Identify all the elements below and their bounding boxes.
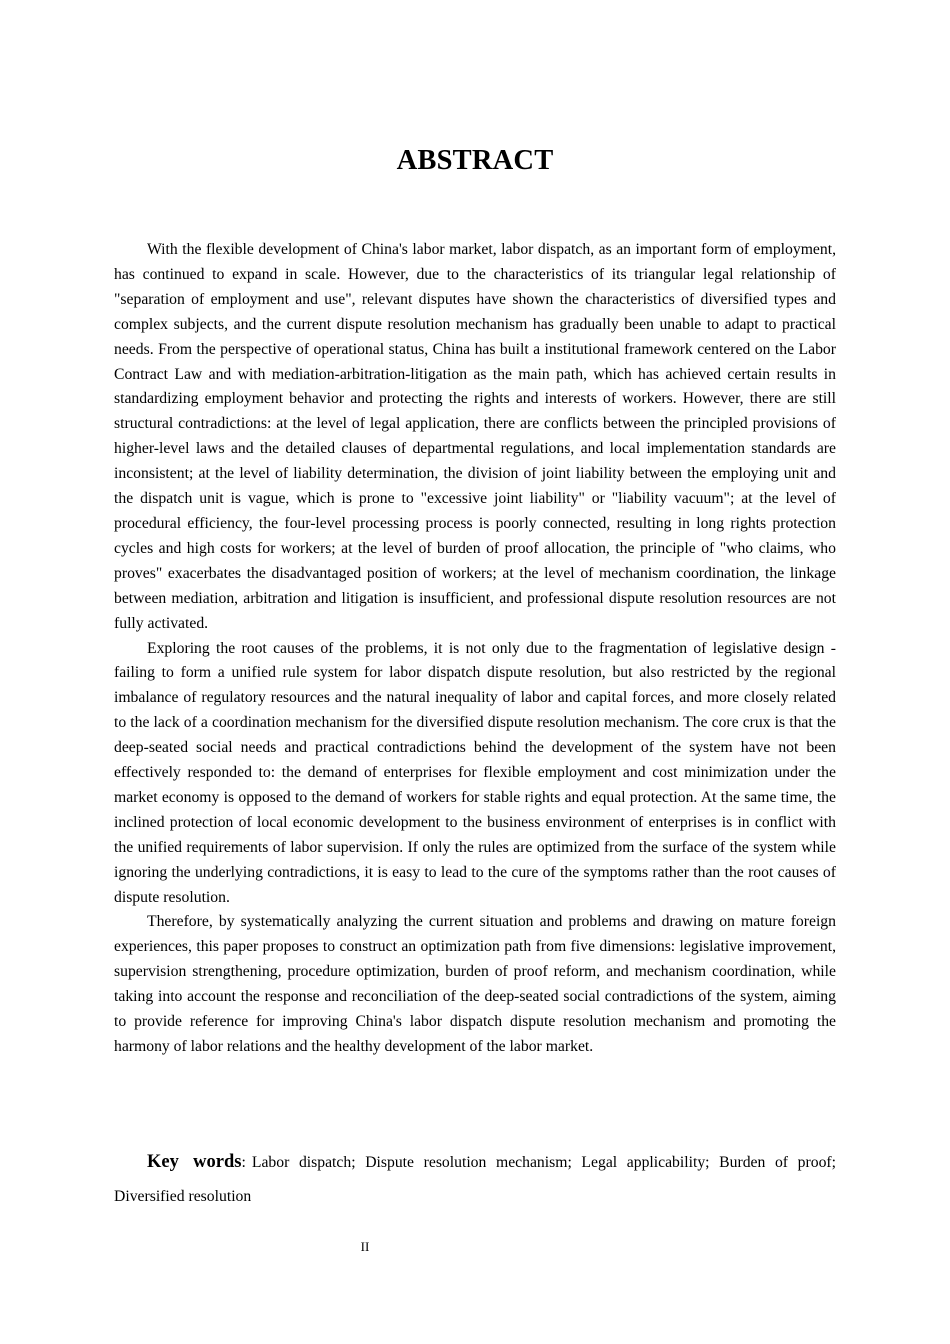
page-number: II bbox=[360, 1239, 370, 1254]
abstract-body bbox=[114, 238, 836, 1060]
keywords-text: Labor dispatch; Dispute resolution mechanism; Legal applicability; Burden of proof; Diversified resolution bbox=[114, 1154, 836, 1205]
keywords-separator: : bbox=[241, 1154, 246, 1171]
keywords-line bbox=[114, 1145, 836, 1214]
keywords-label: Key words bbox=[147, 1152, 242, 1172]
abstract-paragraph-3: Therefore, by systematically analyzing the current situation and problems and drawing on mature foreign experiences, this paper proposes to construct an optimization path from five dimensions: legislative improvement, supervision strengthening, procedure optimization, burden of proof reform, and mechanism coordination, while taking into account the response and reconciliation of the deep-seated social contradictions of the system, aiming to provide reference for improving China's labor dispatch dispute resolution mechanism and promoting the harmony of labor relations and the healthy development of the labor market. bbox=[114, 913, 836, 1055]
abstract-paragraph-2: Exploring the root causes of the problems, it is not only due to the fragmentation of legislative design - failing to form a unified rule system for labor dispatch dispute resolution, but also restricted by the regional imbalance of regulatory resources and the natural inequality of labor and capital forces, and more closely related to the lack of a coordination mechanism for the diversified dispute resolution mechanism. The core crux is that the deep-seated social needs and practical contradictions behind the development of the system have not been effectively responded to: the demand of enterprises for flexible employment and cost minimization under the market economy is opposed to the demand of workers for stable rights and equal protection. At the same time, the inclined protection of local economic development to the business environment of enterprises is in conflict with the unified requirements of labor supervision. If only the rules are optimized from the surface of the system while ignoring the underlying contradictions, it is easy to lead to the cure of the symptoms rather than the root causes of dispute resolution. bbox=[114, 639, 836, 906]
abstract-title: ABSTRACT bbox=[396, 145, 554, 176]
abstract-paragraph-1: With the flexible development of China's labor market, labor dispatch, as an important form of employment, has continued to expand in scale. However, due to the characteristics of its triangular legal relationship of "separation of employment and use", relevant disputes have shown the characteristics of diversified types and complex subjects, and the current dispute resolution mechanism has gradually been unable to adapt to practical needs. From the perspective of operational status, China has built a institutional framework centered on the Labor Contract Law and with mediation-arbitration-litigation as the main path, which has achieved certain results in standardizing employment behavior and protecting the rights and interests of workers. However, there are still structural contradictions: at the level of legal application, there are conflicts between the principled provisions of higher-level laws and the detailed clauses of departmental regulations, and local implementation standards are inconsistent; at the level of liability determination, the division of joint liability between the employing unit and the dispatch unit is vague, which is prone to "excessive joint liability" or "liability vacuum"; at the level of procedural efficiency, the four-level processing process is poorly connected, resulting in long rights protection cycles and high costs for workers; at the level of burden of proof allocation, the principle of "who claims, who proves" exacerbates the disadvantaged position of workers; at the level of mechanism coordination, the linkage between mediation, arbitration and litigation is insufficient, and professional dispute resolution resources are not fully activated. bbox=[114, 241, 836, 632]
